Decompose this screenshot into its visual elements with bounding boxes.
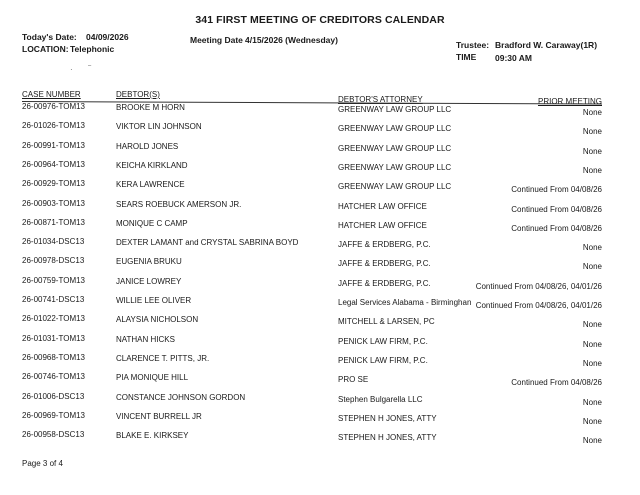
prior-meeting: None (582, 166, 602, 175)
debtor-name: PIA MONIQUE HILL (116, 373, 189, 382)
debtor-name: JANICE LOWREY (116, 277, 182, 286)
case-number: 26-00746-TOM13 (22, 372, 85, 381)
table-row (0, 296, 640, 314)
case-number: 26-01026-TOM13 (22, 121, 85, 130)
debtor-name: WILLIE LEE OLIVER (116, 296, 192, 305)
case-number: 26-00759-TOM13 (22, 276, 85, 285)
debtor-name: NATHAN HICKS (116, 335, 175, 344)
meeting-date-value: 4/15/2026 (Wednesday) (245, 35, 338, 45)
todays-date-value: 04/09/2026 (86, 32, 129, 42)
attorney-name: JAFFE & ERDBERG, P.C. (338, 259, 431, 268)
table-row (0, 142, 640, 160)
column-header-debtor: DEBTOR(S) (116, 90, 160, 99)
attorney-name: GREENWAY LAW GROUP LLC (338, 163, 452, 172)
prior-meeting: None (582, 398, 602, 407)
debtor-name: MONIQUE C CAMP (116, 219, 188, 228)
attorney-name: HATCHER LAW OFFICE (338, 221, 427, 230)
prior-meeting: Continued From 04/08/26, 04/01/26 (475, 282, 602, 291)
case-number: 26-00964-TOM13 (22, 160, 85, 169)
time-label: TIME (456, 52, 477, 62)
prior-meeting: None (582, 127, 602, 136)
table-row (0, 257, 640, 275)
table-row (0, 238, 640, 256)
table-row (0, 412, 640, 430)
attorney-name: Stephen Bulgarella LLC (338, 395, 423, 404)
prior-meeting: None (582, 147, 602, 156)
column-header-prior: PRIOR MEETING (537, 97, 602, 106)
case-number: 26-00978-DSC13 (22, 256, 85, 265)
attorney-name: GREENWAY LAW GROUP LLC (338, 144, 452, 153)
attorney-name: MITCHELL & LARSEN, PC (338, 317, 435, 326)
table-row (0, 103, 640, 121)
debtor-name: KEICHA KIRKLAND (116, 161, 188, 170)
scan-speck: · ‾ (70, 65, 91, 74)
table-row (0, 315, 640, 333)
prior-meeting: None (582, 417, 602, 426)
table-row (0, 354, 640, 372)
prior-meeting: Continued From 04/08/26 (511, 224, 602, 233)
prior-meeting: Continued From 04/08/26 (511, 205, 602, 214)
prior-meeting: None (582, 320, 602, 329)
case-number: 26-00929-TOM13 (22, 179, 85, 188)
trustee-value: Bradford W. Caraway(1R) (495, 40, 598, 50)
attorney-name: STEPHEN H JONES, ATTY (338, 433, 437, 442)
prior-meeting: None (582, 262, 602, 271)
debtor-name: ALAYSIA NICHOLSON (116, 315, 199, 324)
debtor-name: HAROLD JONES (116, 142, 179, 151)
column-header-attorney: DEBTOR'S ATTORNEY (338, 95, 423, 104)
time-value: 09:30 AM (495, 53, 533, 63)
trustee-label: Trustee: (456, 40, 490, 50)
debtor-name: VIKTOR LIN JOHNSON (116, 122, 202, 131)
debtor-name: KERA LAWRENCE (116, 180, 185, 189)
attorney-name: GREENWAY LAW GROUP LLC (338, 182, 452, 191)
table-row (0, 219, 640, 237)
attorney-name: GREENWAY LAW GROUP LLC (338, 124, 452, 133)
prior-meeting: None (582, 108, 602, 117)
debtor-name: CLARENCE T. PITTS, JR. (116, 354, 210, 363)
case-number: 26-01022-TOM13 (22, 314, 85, 323)
attorney-name: PENICK LAW FIRM, P.C. (338, 356, 428, 365)
case-number: 26-01034-DSC13 (22, 237, 85, 246)
case-number: 26-00871-TOM13 (22, 218, 85, 227)
debtor-name: EUGENIA BRUKU (116, 257, 182, 266)
attorney-name: HATCHER LAW OFFICE (338, 202, 427, 211)
attorney-name: JAFFE & ERDBERG, P.C. (338, 240, 431, 249)
column-header-case: CASE NUMBER (22, 90, 81, 99)
table-row (0, 161, 640, 179)
table-row (0, 200, 640, 218)
debtor-name: BLAKE E. KIRKSEY (116, 431, 189, 440)
prior-meeting: Continued From 04/08/26 (511, 185, 602, 194)
table-row (0, 122, 640, 140)
prior-meeting: None (582, 243, 602, 252)
debtor-name: DEXTER LAMANT and CRYSTAL SABRINA BOYD (116, 238, 299, 247)
debtor-name: VINCENT BURRELL JR (116, 412, 202, 421)
attorney-name: PENICK LAW FIRM, P.C. (338, 337, 428, 346)
case-number: 26-00968-TOM13 (22, 353, 85, 362)
attorney-name: GREENWAY LAW GROUP LLC (338, 105, 452, 114)
attorney-name: Legal Services Alabama - Birminghan (338, 298, 472, 307)
table-row (0, 335, 640, 353)
case-number: 26-00969-TOM13 (22, 411, 85, 420)
todays-date-label: Today's Date: (22, 32, 77, 42)
prior-meeting: None (582, 340, 602, 349)
case-number: 26-00976-TOM13 (22, 102, 85, 111)
table-row (0, 431, 640, 449)
page-number: Page 3 of 4 (22, 459, 63, 468)
case-number: 26-00991-TOM13 (22, 141, 85, 150)
meeting-date-label: Meeting Date (190, 35, 243, 45)
attorney-name: JAFFE & ERDBERG, P.C. (338, 279, 431, 288)
case-number: 26-00903-TOM13 (22, 199, 85, 208)
debtor-name: SEARS ROEBUCK AMERSON JR. (116, 200, 242, 209)
case-number: 26-00741-DSC13 (22, 295, 85, 304)
attorney-name: STEPHEN H JONES, ATTY (338, 414, 437, 423)
case-number: 26-01031-TOM13 (22, 334, 85, 343)
page-title: 341 FIRST MEETING OF CREDITORS CALENDAR (195, 14, 445, 26)
debtor-name: CONSTANCE JOHNSON GORDON (116, 393, 246, 402)
table-row (0, 180, 640, 198)
location-value: Telephonic (70, 44, 115, 54)
case-number: 26-00958-DSC13 (22, 430, 85, 439)
table-row (0, 277, 640, 295)
prior-meeting: None (582, 359, 602, 368)
debtor-name: BROOKE M HORN (116, 103, 185, 112)
case-number: 26-01006-DSC13 (22, 392, 85, 401)
location-label: LOCATION: (22, 44, 69, 54)
prior-meeting: None (582, 436, 602, 445)
attorney-name: PRO SE (338, 375, 369, 384)
prior-meeting: Continued From 04/08/26, 04/01/26 (475, 301, 602, 310)
prior-meeting: Continued From 04/08/26 (511, 378, 602, 387)
table-row (0, 393, 640, 411)
table-row (0, 373, 640, 391)
